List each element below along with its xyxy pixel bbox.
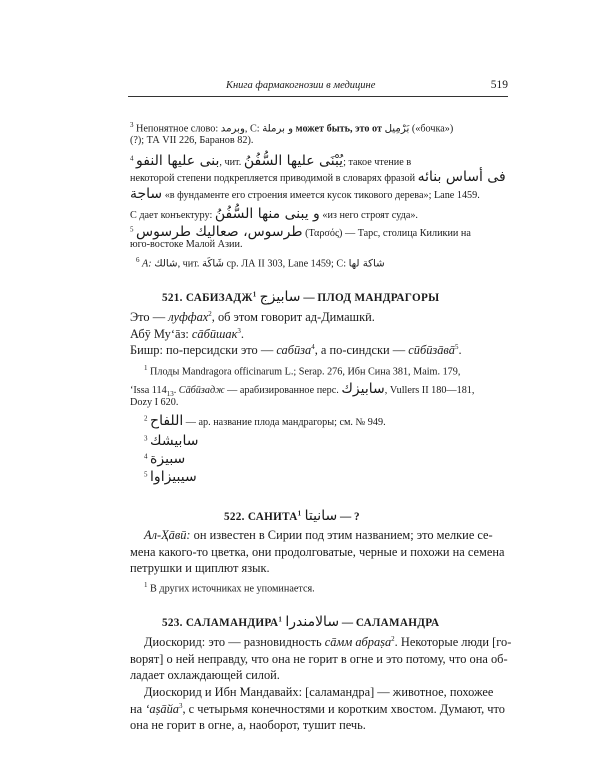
footnote-5: $^5$ طرسوس، صعاليك طرسوس (Ταρσός) — Тарс, столица Киликии на	[130, 224, 471, 240]
entry-521-note-1-cont: ‘Issa $114_{13}$. Сāбӣзадж — арабизированное перс. سابيزك, Vullers II 180—181,	[130, 381, 475, 399]
entry-521-note-2: $^2$ اللفاح — ар. название плода мандрагоры; см. № 949.	[144, 413, 386, 429]
footnote-5-cont: юго-востоке Малой Азии.	[130, 239, 243, 250]
entry-521-note-1-cont2: Dozy I 620.	[130, 397, 179, 408]
entry-523-heading: 523. САЛАМАНДИРА$^1$ سالامندرا — САЛАМАНДРА	[162, 614, 440, 630]
entry-523-line-2: ворят] о ней неправду, что она не горит в огне и это потому, что она об-	[130, 652, 508, 666]
footnote-6: $^6$ A: شالك, чит. شَاكَة ср. ЛА II 303, Lane 1459; C: شاكة لها	[136, 256, 385, 270]
entry-523-line-3: ладает охлаждающей силой.	[130, 668, 280, 682]
header-rule	[128, 96, 508, 97]
footnote-4: $^4$ بنى عليها النفو, чит. يُبْنَى عليها السُّفُنُ; такое чтение в	[130, 153, 412, 169]
footnote-4-cont: некоторой степени подкрепляется приводимой в словарях фразой فى أساس بنائه	[130, 169, 506, 185]
running-header	[128, 80, 508, 96]
entry-522-line-2: мена какого-то цветка, они продолговатые, черные и похожи на семена	[130, 545, 505, 559]
entry-521-line-2: Абӯ Му‘āз: сāбӣшак$^3$.	[130, 327, 244, 342]
entry-523-line-4: Диоскорид и Ибн Мандавайх: [саламандра] — животное, похожее	[144, 685, 494, 699]
entry-522-heading: 522. САНИТА$^1$ سانيتا — ?	[224, 508, 360, 524]
entry-522-line-1: Ал-Ҳāвӣ: он известен в Сирии под этим названием; это мелкие се-	[144, 528, 493, 542]
footnote-3-cont: (?); ТА VII 226, Баранов 82).	[130, 135, 254, 146]
entry-522-note-1: $^1$ В других источниках не упоминается.	[144, 581, 315, 595]
entry-521-note-5: $^5$ سيبيزاوا	[144, 469, 197, 485]
header-title: Книга фармакогнозии в медицине	[226, 80, 376, 91]
entry-521-line-3: Бишр: по-персидски это — сабӣза$^4$, а по-синдски — сӣбӣзāвā$^5$.	[130, 343, 462, 358]
footnote-4-cont2: ساجة «в фундаменте его строения имеется кусок тикового дерева»; Lane 1459.	[130, 186, 480, 202]
entry-521-note-4: $^4$ سبيزة	[144, 451, 186, 467]
entry-523-line-6: она не горит в огне, а, наоборот, тушит печь.	[130, 718, 366, 732]
footnote-4-cont3: C дает конъектуру: و يبنى منها السُّفُنُ «из него строят суда».	[130, 206, 418, 222]
entry-521-note-3: $^3$ سابيشك	[144, 433, 199, 449]
entry-523-line-5: на ‘аṣāйа$^3$, с четырьмя конечностями и коротким хвостом. Думают, что	[130, 702, 505, 717]
page-number: 519	[490, 79, 508, 91]
entry-523-line-1: Диоскорид: это — разновидность сāмм абраṣа$^2$. Некоторые люди [го-	[144, 635, 512, 650]
entry-521-line-1: Это — луффах$^2$, об этом говорит ад-Димашкӣ.	[130, 310, 375, 325]
footnote-3: $^3$ Непонятное слово: وبرمد, C: و برملة может быть, это от بَرْمِيل («бочка»)	[130, 121, 454, 135]
entry-521-note-1: $^1$ Плоды Mandragora officinarum L.; Serap. 276, Ибн Сина 381, Maim. 179,	[144, 364, 461, 378]
entry-522-line-3: петрушки и щиплют язык.	[130, 561, 270, 575]
entry-521-heading: 521. САБИЗАДЖ$^1$ سابيزج — ПЛОД МАНДРАГОРЫ	[162, 289, 440, 305]
